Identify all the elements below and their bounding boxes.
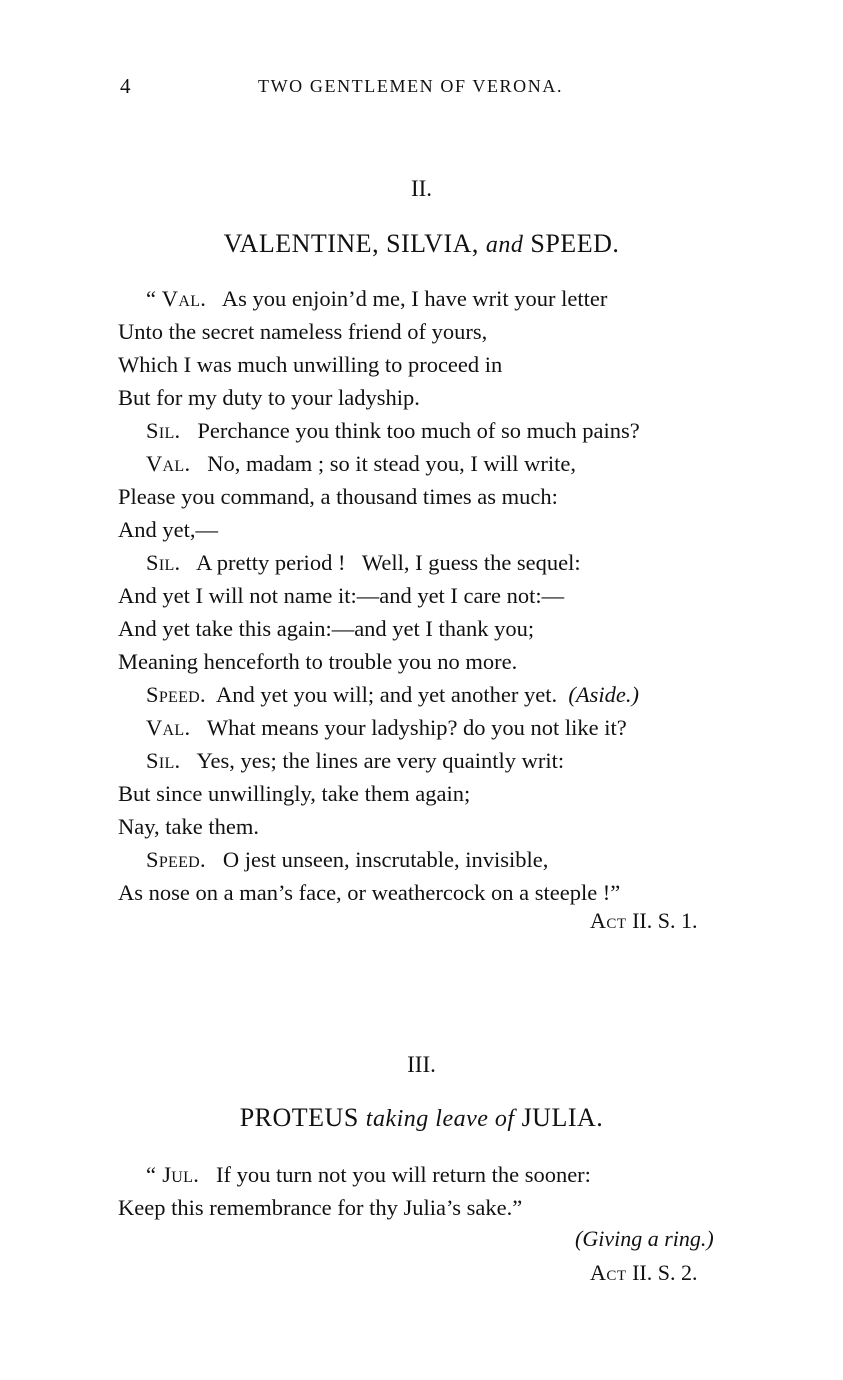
line-text: And yet I will not name it:—and yet I care not:— bbox=[118, 583, 565, 608]
speaker-label: Sil. bbox=[146, 550, 181, 575]
stage-direction: (Aside.) bbox=[568, 682, 639, 707]
speaker-label: Val. bbox=[146, 451, 191, 476]
verse-line bbox=[146, 547, 581, 579]
line-text: Yes, yes; the lines are very quaintly writ: bbox=[196, 748, 565, 773]
act-citation bbox=[590, 908, 697, 934]
verse-line bbox=[118, 481, 558, 513]
section-number: III. bbox=[407, 1052, 436, 1077]
line-text: A pretty period ! Well, I guess the sequel: bbox=[196, 550, 581, 575]
speaker-label: Sil. bbox=[146, 748, 181, 773]
line-text: If you turn not you will return the sooner: bbox=[216, 1162, 591, 1187]
verse-line bbox=[118, 316, 487, 348]
citation-ref: II. S. 1. bbox=[632, 908, 698, 933]
title-text: PROTEUS bbox=[239, 1103, 366, 1132]
verse-line bbox=[118, 778, 470, 810]
running-title: TWO GENTLEMEN OF VERONA. bbox=[258, 76, 564, 96]
line-text: And yet,— bbox=[118, 517, 218, 542]
line-text: Nay, take them. bbox=[118, 814, 259, 839]
line-text: And yet you will; and yet another yet. bbox=[215, 682, 558, 707]
page-number: 4 bbox=[120, 74, 131, 98]
verse-line bbox=[118, 877, 620, 909]
verse-line bbox=[118, 613, 534, 645]
verse-line bbox=[118, 382, 420, 414]
speaker-label: Speed. bbox=[146, 847, 206, 872]
line-text: As you enjoin’d me, I have writ your letter bbox=[221, 286, 608, 311]
line-text: Please you command, a thousand times as much: bbox=[118, 484, 558, 509]
verse-line bbox=[146, 415, 640, 447]
verse-line bbox=[118, 514, 218, 546]
title-text: SPEED. bbox=[523, 229, 620, 258]
section-title bbox=[0, 1103, 843, 1133]
speaker-label: Sil. bbox=[146, 418, 181, 443]
line-text: As nose on a man’s face, or weathercock on a steeple !” bbox=[118, 880, 621, 905]
verse-line bbox=[146, 283, 607, 315]
line-text: But for my duty to your ladyship. bbox=[118, 385, 420, 410]
section-title bbox=[0, 229, 843, 259]
citation-act: Act bbox=[590, 1260, 627, 1285]
line-text: Meaning henceforth to trouble you no more. bbox=[118, 649, 518, 674]
verse-line bbox=[118, 1192, 522, 1224]
speaker-label: Speed. bbox=[146, 682, 206, 707]
running-head bbox=[120, 74, 760, 104]
verse-line bbox=[146, 844, 548, 876]
title-text: JULIA. bbox=[514, 1103, 604, 1132]
verse-line bbox=[118, 580, 564, 612]
citation-act: Act bbox=[590, 908, 627, 933]
line-text: But since unwillingly, take them again; bbox=[118, 781, 471, 806]
stage-direction: (Giving a ring.) bbox=[575, 1226, 714, 1251]
verse-line bbox=[146, 712, 627, 744]
verse-line bbox=[118, 349, 502, 381]
verse-line bbox=[146, 745, 564, 777]
verse-line bbox=[146, 1159, 591, 1191]
speaker-label: Val. bbox=[146, 715, 191, 740]
line-text: And yet take this again:—and yet I thank you; bbox=[118, 616, 535, 641]
citation-ref: II. S. 2. bbox=[632, 1260, 698, 1285]
line-text: What means your ladyship? do you not like it? bbox=[206, 715, 627, 740]
section-number: II. bbox=[410, 176, 433, 201]
verse-line bbox=[118, 811, 259, 843]
speaker-label: “ Jul. bbox=[146, 1162, 200, 1187]
verse-line bbox=[118, 646, 517, 678]
speaker-label: “ Val. bbox=[146, 286, 207, 311]
line-text: Perchance you think too much of so much pains? bbox=[197, 418, 640, 443]
line-text: Which I was much unwilling to proceed in bbox=[118, 352, 503, 377]
title-text: VALENTINE, SILVIA, bbox=[223, 229, 486, 258]
line-text: No, madam ; so it stead you, I will write, bbox=[207, 451, 576, 476]
act-citation bbox=[590, 1260, 697, 1286]
title-italic: taking leave of bbox=[365, 1106, 515, 1132]
verse-line bbox=[146, 679, 639, 711]
verse-line bbox=[146, 448, 576, 480]
line-text: O jest unseen, inscrutable, invisible, bbox=[222, 847, 549, 872]
line-text: Unto the secret nameless friend of yours, bbox=[118, 319, 488, 344]
title-italic: and bbox=[485, 232, 524, 258]
line-text: Keep this remembrance for thy Julia’s sake.” bbox=[118, 1195, 523, 1220]
